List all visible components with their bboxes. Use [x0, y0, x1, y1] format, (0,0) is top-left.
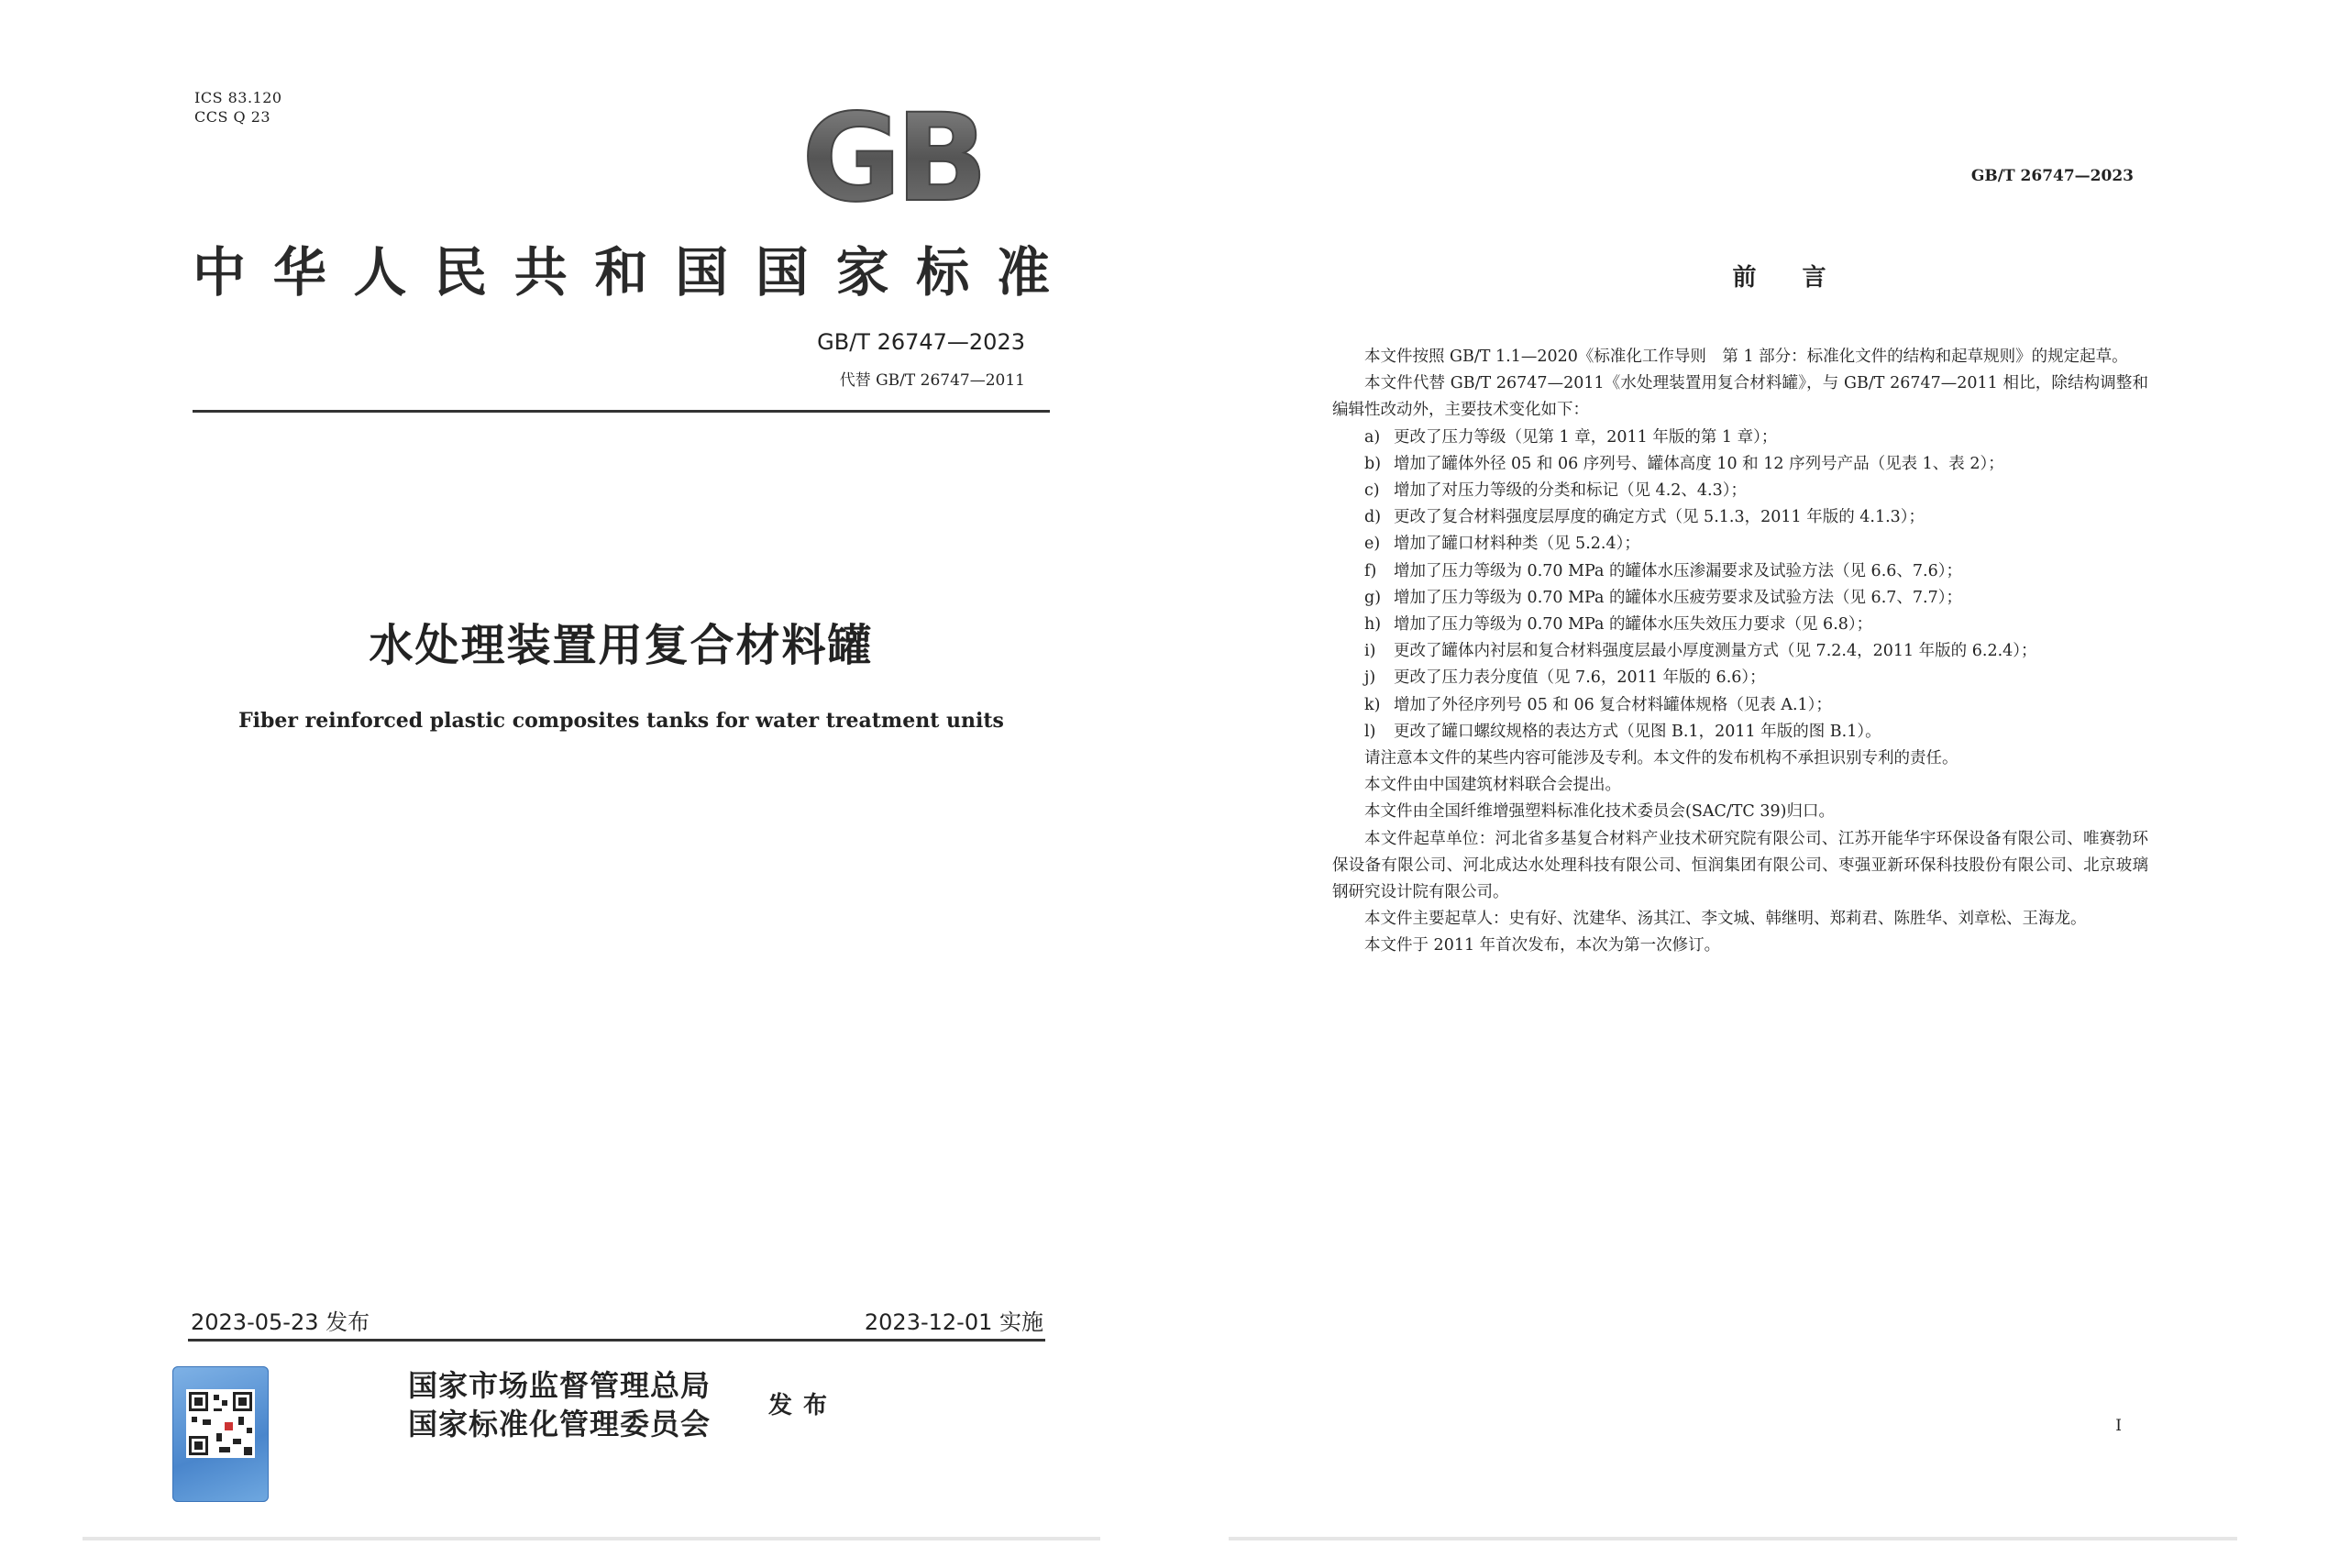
gb-logo [787, 101, 998, 211]
change-item [1332, 719, 2148, 745]
paragraph-centralized-by: 本文件由全国纤维增强塑料标准化技术委员会(SAC/TC 39)归口。 [1364, 802, 1835, 822]
page-number: I [2115, 1417, 2122, 1435]
change-item-label: c) [1364, 481, 1380, 501]
change-item-label: k) [1364, 695, 1381, 714]
top-divider [193, 410, 1050, 413]
paragraph-patent-notice: 请注意本文件的某些内容可能涉及专利。本文件的发布机构不承担识别专利的责任。 [1364, 749, 1958, 768]
change-item-text: 增加了压力等级为 0.70 MPa 的罐体水压疲劳要求及试验方法（见 6.7、7.7）； [1394, 588, 1962, 607]
change-item-label: h) [1364, 615, 1382, 635]
change-item-label: g) [1364, 588, 1382, 607]
change-item-label: l) [1364, 722, 1376, 741]
change-item [1332, 585, 2148, 612]
change-item [1332, 692, 2148, 719]
change-item-text: 增加了对压力等级的分类和标记（见 4.2、4.3）； [1394, 481, 1747, 501]
change-item [1332, 612, 2148, 638]
change-item [1332, 665, 2148, 691]
change-item [1332, 451, 2148, 478]
change-item-label: a) [1364, 427, 1381, 447]
change-item-label: i) [1364, 642, 1376, 661]
running-header-standard-number: GB/T 26747—2023 [1970, 167, 2134, 185]
authority-sac: 国家标准化管理委员会 [408, 1407, 712, 1441]
change-item-label: f) [1364, 561, 1377, 580]
change-item [1332, 478, 2148, 504]
change-item-text: 更改了罐体内衬层和复合材料强度层最小厚度测量方式（见 7.2.4，2011 年版的 6.2.4）； [1394, 642, 2037, 661]
title-chinese: 水处理装置用复合材料罐 [369, 620, 874, 671]
national-standard-heading: 中华人民共和国国家标准 [193, 241, 1050, 304]
implementation-date: 2023-12-01 实施 [864, 1309, 1043, 1335]
change-item-text: 更改了压力等级（见第 1 章，2011 年版的第 1 章）； [1394, 427, 1778, 447]
authority-samr: 国家市场监督管理总局 [408, 1368, 712, 1403]
paragraph-drafting-units: 本文件起草单位：河北省多基复合材料产业技术研究院有限公司、江苏开能华宇环保设备有限公司、唯赛勃环保设备有限公司、河北成达水处理科技有限公司、恒润集团有限公司、枣强亚新环保科技股份有限公司、北京玻璃钢研究设计院有限公司。 [1332, 829, 2148, 902]
foreword-body [1332, 344, 2148, 960]
change-item-text: 更改了压力表分度值（见 7.6，2011 年版的 6.6）； [1394, 668, 1766, 688]
change-item-label: d) [1364, 508, 1382, 527]
paragraph-replaces: 本文件代替 GB/T 26747—2011《水处理装置用复合材料罐》，与 GB/T 26747—2011 相比，除结构调整和编辑性改动外，主要技术变化如下： [1332, 374, 2148, 420]
foreword-page [1219, 0, 2339, 1550]
change-item [1332, 558, 2148, 585]
change-item [1332, 425, 2148, 451]
change-item-text: 增加了罐体外径 05 和 06 序列号、罐体高度 10 和 12 序列号产品（见表 1、表 2）； [1394, 454, 2004, 473]
cover-page [0, 0, 1128, 1550]
change-item-label: b) [1364, 454, 1382, 473]
classification-codes [194, 88, 282, 127]
change-item-text: 增加了压力等级为 0.70 MPa 的罐体水压渗漏要求及试验方法（见 6.6、7.6）； [1394, 561, 1962, 580]
change-item [1332, 638, 2148, 665]
ics-code: ICS 83.120 [194, 89, 282, 106]
paragraph-proposed-by: 本文件由中国建筑材料联合会提出。 [1364, 776, 1621, 795]
change-item-text: 更改了罐口螺纹规格的表达方式（见图 B.1，2011 年版的图 B.1）。 [1394, 722, 1881, 741]
issue-date: 2023-05-23 发布 [191, 1309, 370, 1335]
change-item [1332, 531, 2148, 558]
change-item-text: 增加了压力等级为 0.70 MPa 的罐体水压失效压力要求（见 6.8）； [1394, 615, 1873, 635]
paragraph-main-drafters: 本文件主要起草人：史有好、沈建华、汤其江、李文城、韩继明、郑莉君、陈胜华、刘章松、王海龙。 [1364, 910, 2087, 929]
change-item-text: 增加了罐口材料种类（见 5.2.4）； [1394, 535, 1640, 554]
standard-number: GB/T 26747—2023 [817, 329, 1025, 355]
publish-label: 发布 [768, 1392, 839, 1419]
foreword-title: 前言 [1732, 264, 1872, 292]
technical-changes-list [1332, 425, 2148, 745]
change-item-label: e) [1364, 535, 1381, 554]
change-item-label: j) [1364, 668, 1376, 688]
qr-code-icon [186, 1389, 255, 1458]
change-item [1332, 504, 2148, 531]
change-item-text: 更改了复合材料强度层厚度的确定方式（见 5.1.3，2011 年版的 4.1.3）； [1394, 508, 1925, 527]
title-english: Fiber reinforced plastic composites tanks for water treatment units [238, 709, 1004, 733]
paragraph-drafting-rules: 本文件按照 GB/T 1.1—2020《标准化工作导则 第 1 部分：标准化文件的结构和起草规则》的规定起草。 [1364, 348, 2128, 366]
bottom-divider [188, 1339, 1045, 1342]
paragraph-publication-history: 本文件于 2011 年首次发布，本次为第一次修订。 [1364, 936, 1721, 955]
gb-logo-text: GB [801, 101, 983, 211]
page-edge [83, 1537, 1100, 1540]
anti-counterfeit-qr-sticker [172, 1366, 269, 1502]
replaces-standard: 代替 GB/T 26747—2011 [839, 371, 1025, 390]
page-edge [1229, 1537, 2237, 1540]
ccs-code: CCS Q 23 [194, 108, 271, 126]
issuing-authorities [408, 1366, 711, 1443]
change-item-text: 增加了外径序列号 05 和 06 复合材料罐体规格（见表 A.1）； [1394, 695, 1832, 714]
